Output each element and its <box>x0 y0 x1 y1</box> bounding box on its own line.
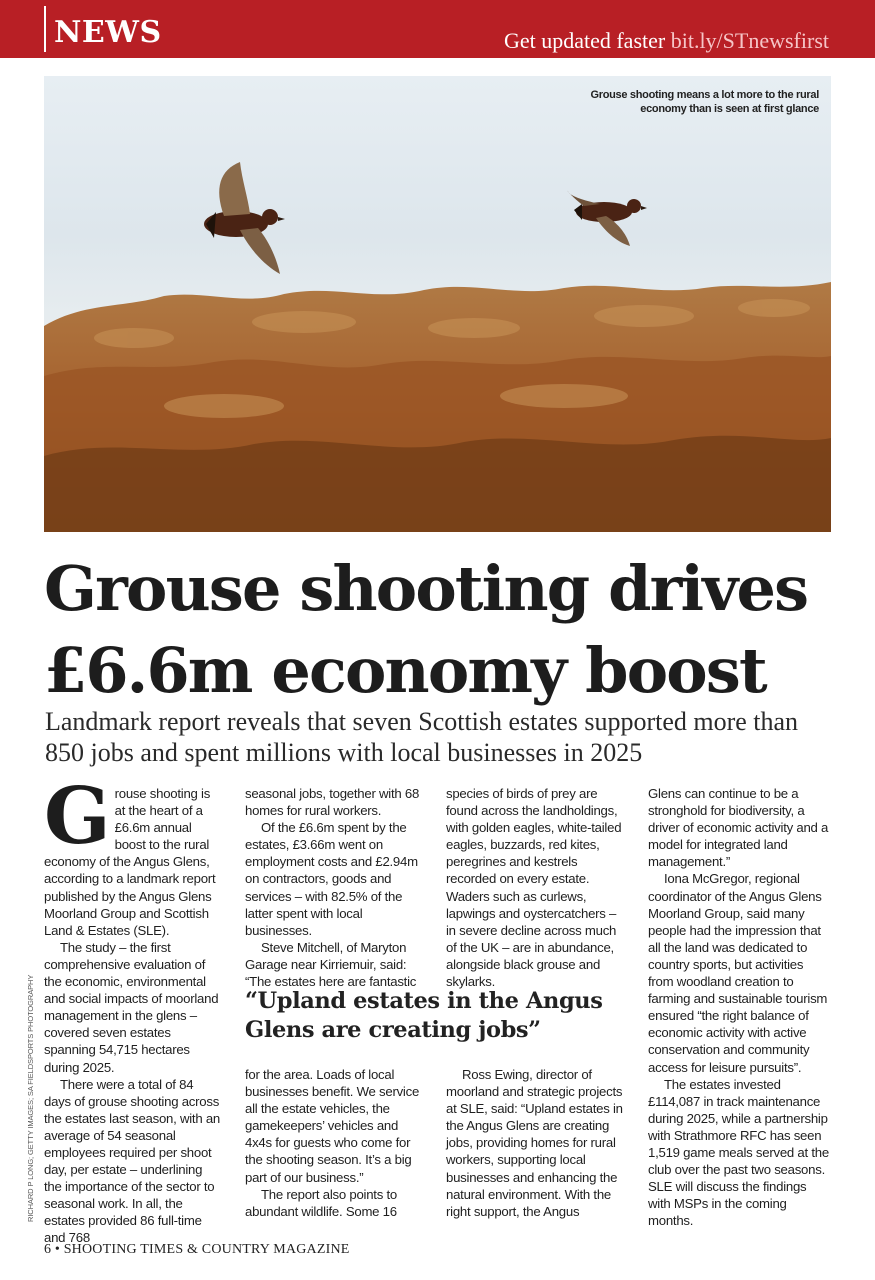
body-paragraph: species of birds of prey are found across the landholdings, with golden eagles, white-tailed eagles, buzzards, red kites, peregrines and kestrels recorded on every estate. Waders such as curlews, lapwings and oystercatchers – in severe decline across much of the UK – are in abundance, alongside black grouse and skylarks. <box>446 786 622 990</box>
body-paragraph: Iona McGregor, regional coordinator of the Angus Glens Moorland Group, said many people had the impression that all the land was dedicated to country sports, but activities from woodland creation to farming and sustainable tourism ensured “the right balance of economic activity with active conservation and community access for leisure pursuits”. <box>648 871 828 1075</box>
photo-caption: Grouse shooting means a lot more to the rural economy than is seen at first glance <box>590 89 819 115</box>
body-column-2-bottom <box>245 1066 425 1220</box>
body-paragraph: Of the £6.6m spent by the estates, £3.66m went on employment costs and £2.94m on contractors, goods and services – with 82.5% of the latter spent with local businesses. <box>245 820 418 938</box>
intro-text: rouse shooting is at the heart of a £6.6m annual boost to the rural economy of the Angus Glens, according to a landmark report published by the Angus Glens Moorland Group and Scottish Land & Estates (SLE). <box>44 786 216 938</box>
body-column-4 <box>648 785 830 1229</box>
drop-cap: G <box>44 771 109 862</box>
body-column-1 <box>44 771 222 1247</box>
promo-link[interactable]: bit.ly/STnewsfirst <box>670 28 829 53</box>
body-column-2-top <box>245 785 425 990</box>
body-paragraph: The study – the first comprehensive evaluation of the economic, environmental and social impacts of moorland management in the glens – covered seven estates spanning 54,715 hectares during 2025. <box>44 939 219 1075</box>
grouse-moor-illustration <box>44 76 831 532</box>
body-column-3-bottom <box>446 1066 628 1220</box>
page-folio: 6 • SHOOTING TIMES & COUNTRY MAGAZINE <box>44 1242 350 1257</box>
grouse-bird-left <box>204 162 285 274</box>
standfirst: Landmark report reveals that seven Scottish estates supported more than 850 jobs and spent millions with local businesses in 2025 <box>45 707 799 767</box>
header-divider <box>44 6 46 52</box>
body-paragraph: The report also points to abundant wildlife. Some 16 <box>245 1186 397 1219</box>
body-paragraph: seasonal jobs, together with 68 homes for rural workers. <box>245 786 420 819</box>
body-paragraph: Steve Mitchell, of Maryton Garage near Kirriemuir, said: “The estates here are fantastic <box>245 939 417 990</box>
body-paragraph: Ross Ewing, director of moorland and strategic projects at SLE, said: “Upland estates in the Angus Glens are creating jobs, providing homes for rural workers, supporting local businesses and enhancing the natural environment. With the right support, the Angus <box>446 1067 623 1219</box>
pull-quote: “Upland estates in the Angus Glens are creating jobs” <box>245 988 603 1043</box>
grouse-bird-right <box>567 191 647 246</box>
body-column-3-top <box>446 785 628 990</box>
section-label: NEWS <box>54 15 162 50</box>
headline: Grouse shooting drives £6.6m economy boost <box>44 552 808 707</box>
body-paragraph: for the area. Loads of local businesses benefit. We service all the estate vehicles, the gamekeepers’ vehicles and 4x4s for guests who come for the shooting season. It’s a big part of our business.” <box>245 1067 420 1185</box>
body-paragraph: The estates invested £114,087 in track maintenance during 2025, while a partnership with Strathmore RFC has seen 1,519 game meals served at the club over the past two seasons. SLE will discuss the findings with MSPs in the coming months. <box>648 1076 829 1229</box>
promo-line <box>504 30 829 52</box>
body-paragraph <box>44 771 222 939</box>
article-photo <box>44 76 831 532</box>
promo-text: Get updated faster <box>503 28 666 53</box>
body-paragraph: There were a total of 84 days of grouse shooting across the estates last season, with an average of 54 seasonal employees required per shoot day, per estate – underlining the importance of the sector to seasonal work. In all, the estates provided 86 full-time and 768 <box>44 1076 221 1246</box>
section-header-bar <box>0 0 875 58</box>
photo-credit: RICHARD P LONG; GETTY IMAGES; SA FIELDSPORTS PHOTOGRAPHY <box>26 974 35 1222</box>
body-paragraph: Glens can continue to be a stronghold for biodiversity, a driver of economic activity and a model for integrated land management.” <box>648 786 829 870</box>
